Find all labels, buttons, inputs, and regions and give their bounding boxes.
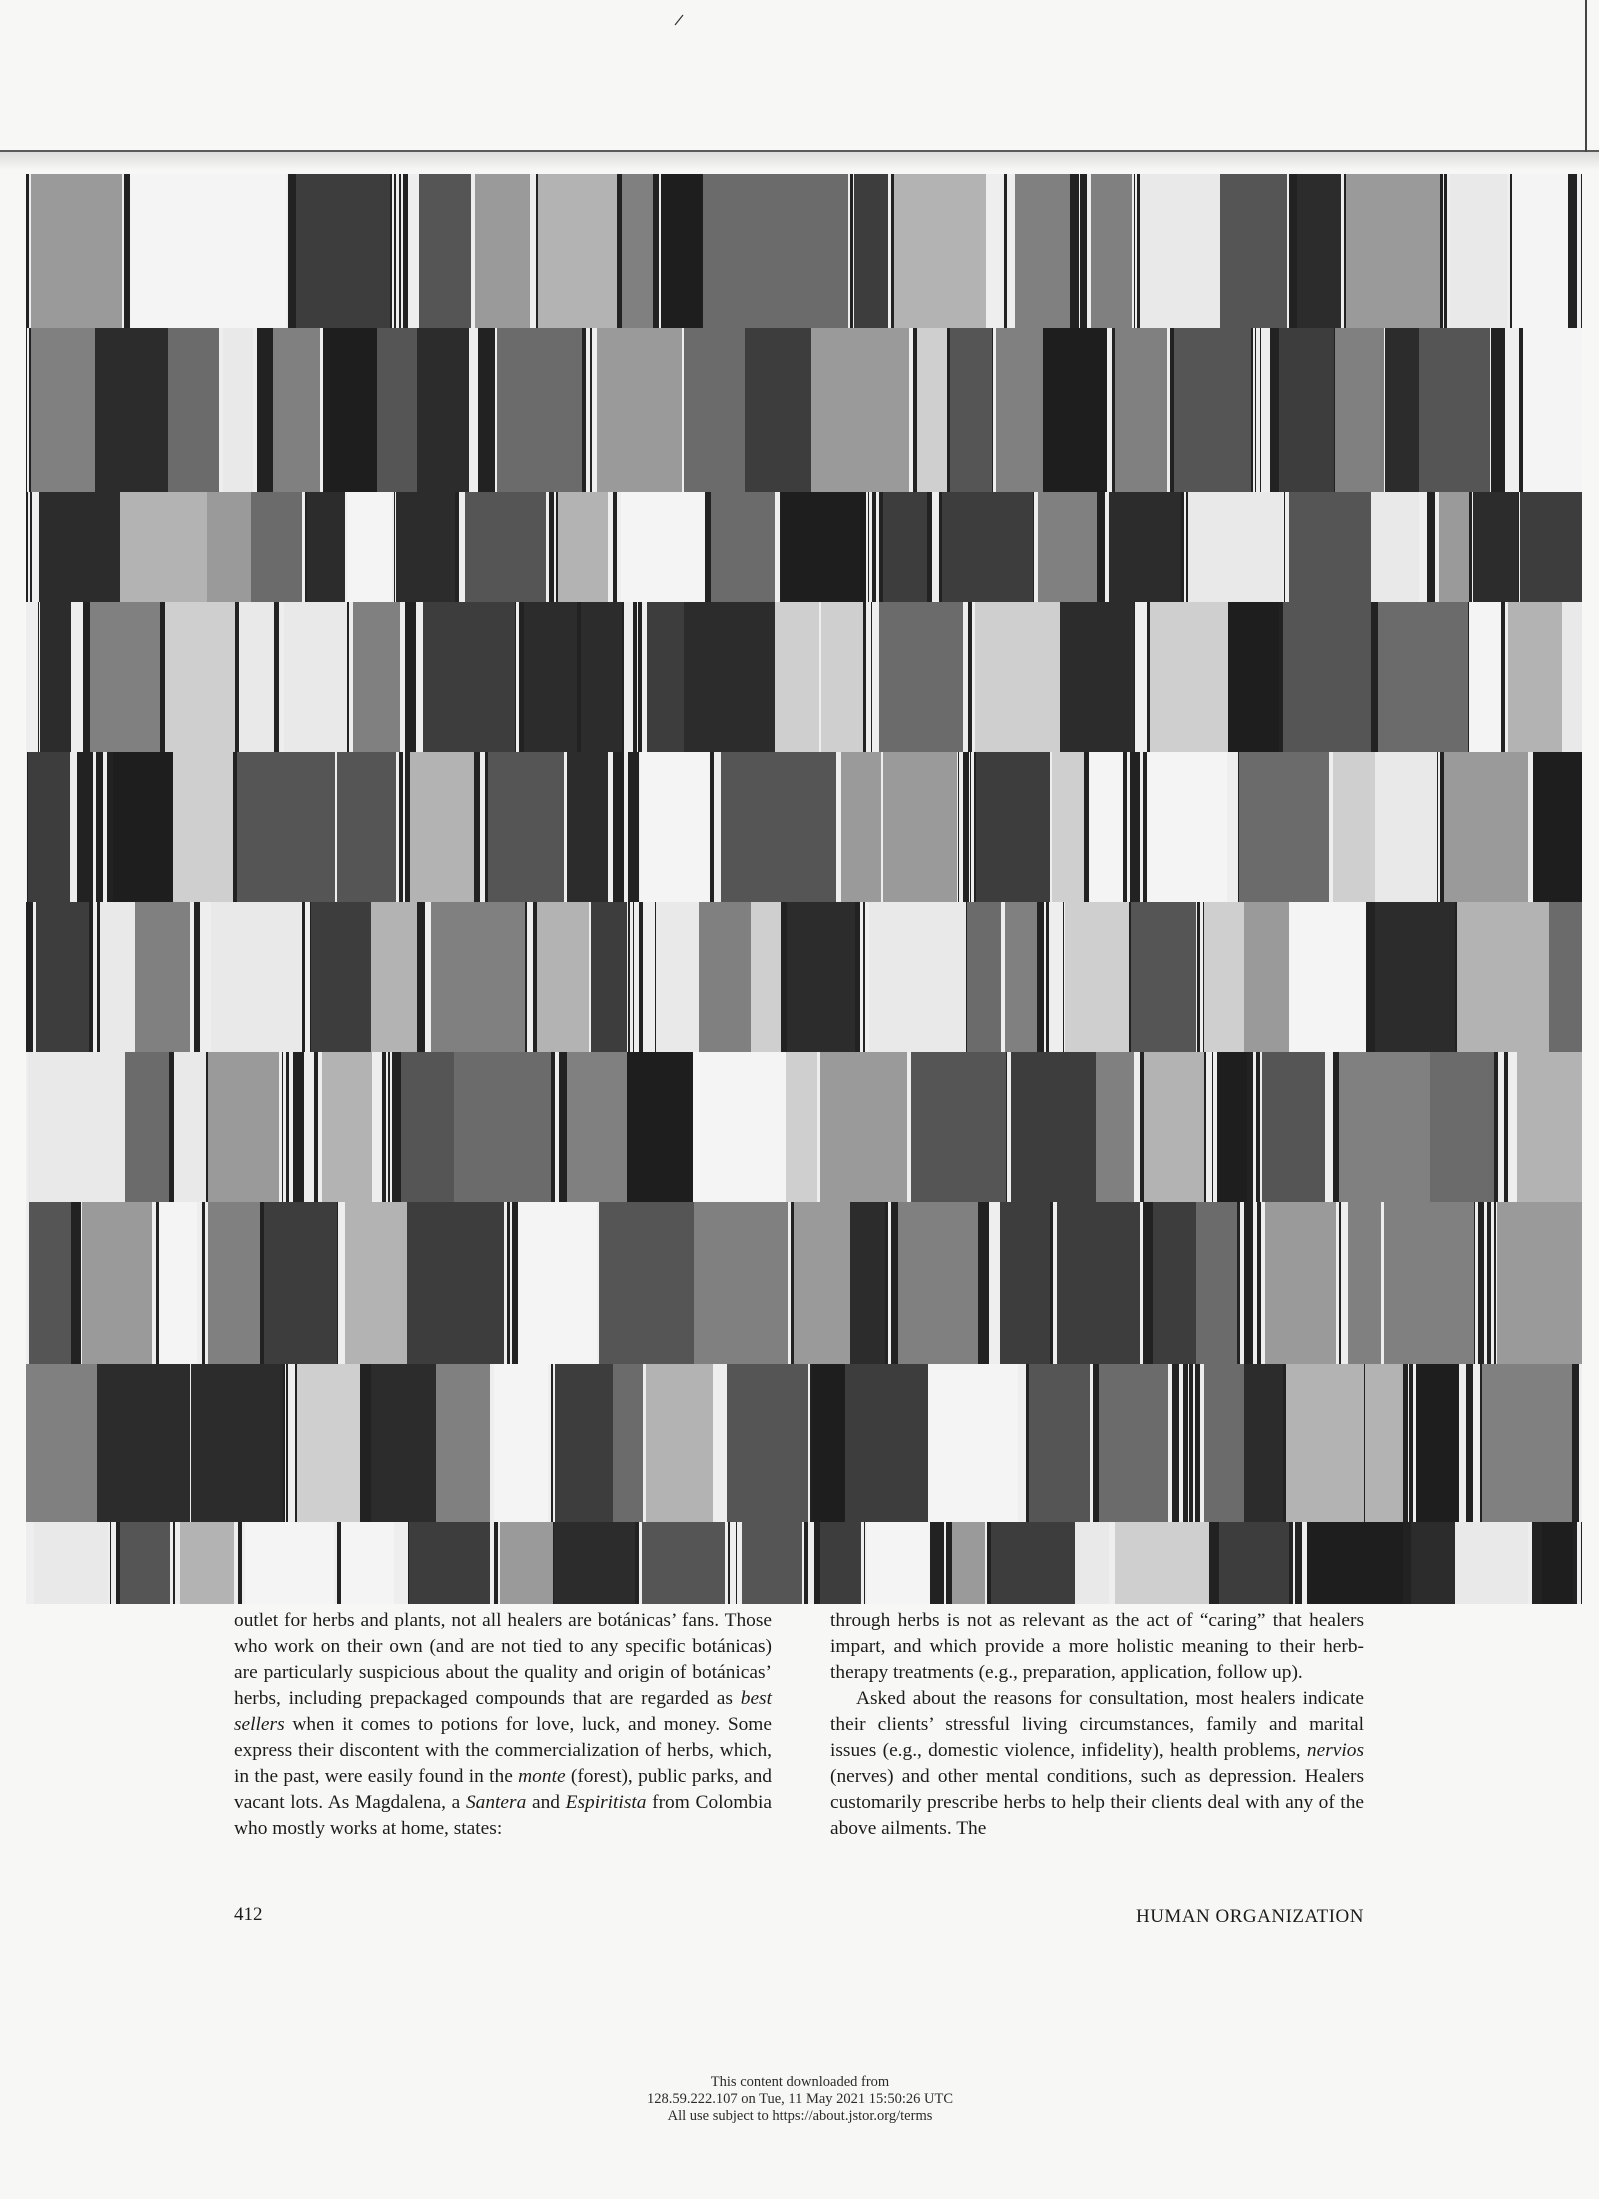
redaction-stripe — [311, 902, 371, 1052]
redaction-stripe — [113, 752, 173, 902]
text-run: when it comes to potions for love, luck, and money. Some express their discontent with the commercialization of herbs, which, in the past, were easily found in the — [234, 1714, 772, 1787]
redaction-stripe — [1450, 174, 1507, 328]
redaction-stripe — [684, 328, 745, 492]
redaction-band — [26, 1202, 1582, 1364]
redaction-stripe — [554, 1522, 635, 1604]
redaction-stripe — [1416, 1364, 1459, 1522]
redaction-stripe — [419, 174, 471, 328]
redaction-stripe — [1430, 1052, 1494, 1202]
redaction-stripe — [1279, 328, 1334, 492]
redaction-stripe — [1219, 1522, 1289, 1604]
redaction-stripe — [1365, 1364, 1403, 1522]
redaction-stripe — [811, 328, 909, 492]
redaction-stripe — [1228, 602, 1279, 752]
redaction-stripe — [1419, 328, 1490, 492]
redaction-stripe — [812, 1364, 845, 1522]
redaction-stripe — [820, 1522, 861, 1604]
redaction-stripe — [1239, 752, 1329, 902]
redaction-stripe — [894, 174, 986, 328]
redaction-stripe — [911, 1052, 1006, 1202]
redaction-stripe — [1147, 752, 1227, 902]
text-run: outlet for herbs and plants, not all healers are botánicas’ fans. Those who work on their own (and are not tied to any specific botánicas) are particularly suspicious about the quality and origin of botánicas’ herbs, including prepackaged compounds that are regarded as — [234, 1610, 772, 1709]
redaction-stripe — [558, 492, 608, 602]
redaction-stripe — [845, 1364, 928, 1522]
redaction-stripe — [661, 174, 702, 328]
redaction-stripe — [1455, 1522, 1528, 1604]
redaction-stripe — [1115, 328, 1167, 492]
redaction-stripe — [1131, 902, 1196, 1052]
redacted-barcode-region — [26, 174, 1582, 1604]
right-text-column — [830, 1608, 1364, 1842]
redaction-stripe — [1384, 1202, 1474, 1364]
redaction-stripe — [307, 492, 345, 602]
redaction-stripe — [742, 1522, 802, 1604]
redaction-stripe — [597, 328, 682, 492]
redaction-stripe — [867, 1522, 930, 1604]
redaction-stripe — [1378, 602, 1468, 752]
redaction-stripe — [353, 602, 400, 752]
redaction-stripe — [1075, 1522, 1109, 1604]
redaction-stripe — [494, 1364, 548, 1522]
redaction-stripe — [1029, 1364, 1090, 1522]
redaction-stripe — [29, 1202, 71, 1364]
redaction-stripe — [168, 328, 219, 492]
text-run: and — [526, 1792, 566, 1813]
text-run: (forest), public parks, and vacant lots. As Magdalena, a — [234, 1766, 772, 1813]
redaction-stripe — [208, 1202, 260, 1364]
redaction-stripe — [409, 1522, 490, 1604]
paper-edge-right — [1585, 0, 1587, 152]
redaction-stripe — [976, 752, 1050, 902]
redaction-stripe — [31, 174, 122, 328]
redaction-stripe — [567, 752, 608, 902]
redaction-stripe — [703, 174, 766, 328]
right-paragraph-2 — [830, 1686, 1364, 1842]
redaction-stripe — [1265, 1202, 1336, 1364]
redaction-stripe — [950, 328, 992, 492]
redaction-stripe — [1140, 174, 1220, 328]
redaction-stripe — [1289, 492, 1371, 602]
redaction-stripe — [174, 1052, 206, 1202]
redaction-stripe — [26, 1364, 97, 1522]
download-notice-line: This content downloaded from — [710, 2074, 890, 2090]
redaction-stripe — [1580, 1364, 1582, 1522]
redaction-stripe — [371, 902, 417, 1052]
redaction-stripe — [323, 328, 377, 492]
redaction-stripe — [497, 328, 582, 492]
redaction-band — [26, 902, 1582, 1052]
redaction-stripe — [1457, 902, 1549, 1052]
redaction-stripe — [345, 1202, 407, 1364]
redaction-stripe — [371, 1364, 436, 1522]
redaction-stripe — [39, 492, 120, 602]
redaction-stripe — [120, 1522, 170, 1604]
redaction-band — [26, 602, 1582, 752]
redaction-stripe — [322, 1052, 372, 1202]
redaction-stripe — [431, 902, 525, 1052]
redaction-stripe — [869, 902, 966, 1052]
redaction-stripe — [31, 328, 95, 492]
redaction-stripe — [727, 1364, 808, 1522]
redaction-stripe — [1469, 602, 1501, 752]
redaction-stripe — [786, 1052, 817, 1202]
redaction-stripe — [100, 902, 135, 1052]
italic-term: Santera — [465, 1792, 527, 1813]
redaction-stripe — [917, 328, 947, 492]
italic-term: monte — [518, 1766, 566, 1787]
redaction-stripe — [1244, 1364, 1283, 1522]
redaction-stripe — [135, 902, 190, 1052]
right-paragraph-1: through herbs is not as relevant as the act of “caring” that healers impart, and which provide a more holistic meaning to their herb-therapy treatments (e.g., preparation, application, follow up). — [830, 1610, 1364, 1683]
redaction-stripe — [1473, 492, 1518, 602]
redaction-band — [26, 328, 1582, 492]
redaction-stripe — [423, 602, 515, 752]
redaction-stripe — [537, 902, 589, 1052]
redaction-stripe — [1375, 752, 1437, 902]
journal-running-footer: HUMAN ORGANIZATION — [1135, 1906, 1364, 1927]
redaction-stripe — [396, 492, 455, 602]
redaction-stripe — [1244, 902, 1289, 1052]
redaction-stripe — [1581, 1522, 1582, 1604]
redaction-stripe — [273, 328, 320, 492]
redaction-stripe — [1052, 752, 1084, 902]
redaction-stripe — [656, 902, 699, 1052]
redaction-stripe — [297, 1364, 360, 1522]
redaction-stripe — [223, 328, 253, 492]
redaction-stripe — [34, 1522, 108, 1604]
redaction-stripe — [1297, 174, 1341, 328]
redaction-stripe — [991, 1522, 1075, 1604]
redaction-stripe — [1005, 902, 1037, 1052]
redaction-stripe — [97, 1364, 190, 1522]
redaction-stripe — [1375, 902, 1455, 1052]
redaction-stripe — [1089, 752, 1123, 902]
redaction-stripe — [699, 902, 751, 1052]
redaction-stripe — [28, 1052, 125, 1202]
redaction-stripe — [1057, 1202, 1140, 1364]
redaction-stripe — [1115, 1522, 1209, 1604]
redaction-stripe — [1444, 752, 1528, 902]
redaction-stripe — [488, 752, 564, 902]
redaction-stripe — [787, 902, 855, 1052]
redaction-stripe — [1109, 492, 1181, 602]
redaction-stripe — [377, 328, 417, 492]
redaction-stripe — [1411, 1522, 1455, 1604]
redaction-stripe — [1091, 174, 1132, 328]
redaction-stripe — [251, 492, 302, 602]
redaction-stripe — [264, 1202, 337, 1364]
redaction-stripe — [165, 602, 235, 752]
redaction-stripe — [173, 752, 233, 902]
redaction-stripe — [1204, 902, 1244, 1052]
italic-term: nervios — [1306, 1740, 1364, 1761]
redaction-stripe — [555, 1364, 613, 1522]
redaction-stripe — [1307, 1522, 1403, 1604]
redaction-stripe — [684, 602, 775, 752]
redaction-stripe — [1517, 1052, 1582, 1202]
redaction-stripe — [883, 492, 927, 602]
redaction-stripe — [711, 492, 775, 602]
redaction-stripe — [40, 602, 71, 752]
redaction-stripe — [850, 1202, 885, 1364]
redaction-stripe — [1542, 1522, 1573, 1604]
redaction-stripe — [211, 902, 301, 1052]
redaction-stripe — [1150, 602, 1228, 752]
left-paragraph — [234, 1608, 772, 1842]
redaction-stripe — [1520, 492, 1582, 602]
redaction-stripe — [841, 752, 881, 902]
redaction-stripe — [296, 174, 390, 328]
redaction-stripe — [347, 492, 392, 602]
redaction-stripe — [640, 752, 710, 902]
italic-term: best sellers — [234, 1688, 772, 1735]
redaction-stripe — [1220, 174, 1287, 328]
redaction-stripe — [417, 328, 469, 492]
redaction-stripe — [1562, 602, 1582, 752]
redaction-stripe — [854, 174, 888, 328]
redaction-stripe — [1096, 1052, 1134, 1202]
redaction-stripe — [225, 174, 286, 328]
redaction-stripe — [883, 752, 957, 902]
redaction-stripe — [693, 1052, 786, 1202]
italic-term: Espiritista — [565, 1792, 647, 1813]
redaction-stripe — [475, 174, 530, 328]
redaction-stripe — [1144, 1052, 1204, 1202]
redaction-band — [26, 1052, 1582, 1202]
redaction-stripe — [1060, 602, 1134, 752]
pen-mark-icon — [674, 14, 684, 26]
redaction-stripe — [694, 1202, 788, 1364]
redaction-stripe — [1348, 1202, 1381, 1364]
redaction-stripe — [879, 602, 963, 752]
redaction-stripe — [125, 1052, 169, 1202]
redaction-stripe — [613, 1364, 643, 1522]
redaction-stripe — [1065, 902, 1129, 1052]
redaction-stripe — [1385, 328, 1419, 492]
redaction-stripe — [1549, 902, 1582, 1052]
page-number: 412 — [234, 1904, 263, 1925]
redaction-stripe — [967, 902, 1001, 1052]
redaction-stripe — [1015, 174, 1070, 328]
text-run: from Colombia who mostly works at home, states: — [234, 1792, 772, 1839]
redaction-stripe — [1000, 1202, 1050, 1364]
redaction-stripe — [942, 492, 1033, 602]
redaction-stripe — [1289, 902, 1366, 1052]
left-text-column — [234, 1608, 772, 1842]
redaction-stripe — [581, 602, 622, 752]
text-run: (nerves) and other mental conditions, such as depression. Healers customarily prescribe herbs to help their clients deal with any of the above ailments. The — [830, 1766, 1364, 1839]
redaction-stripe — [436, 1364, 490, 1522]
redaction-stripe — [821, 602, 863, 752]
redaction-stripe — [245, 1522, 334, 1604]
text-run: Asked about the reasons for consultation, most healers indicate their clients’ stressful living circumstances, family and marital issues (e.g., domestic violence, infidelity), health problems, — [830, 1688, 1364, 1761]
redaction-stripe — [36, 902, 89, 1052]
redaction-band — [26, 1522, 1582, 1604]
paper-shadow — [0, 152, 1599, 170]
redaction-stripe — [1011, 1052, 1096, 1202]
redaction-stripe — [1204, 1364, 1244, 1522]
redaction-stripe — [642, 1522, 725, 1604]
redaction-stripe — [766, 174, 848, 328]
redaction-stripe — [341, 1522, 394, 1604]
redaction-stripe — [159, 1202, 197, 1364]
redaction-stripe — [518, 1202, 597, 1364]
redaction-stripe — [1262, 1052, 1325, 1202]
redaction-stripe — [796, 752, 836, 902]
redaction-stripe — [898, 1202, 978, 1364]
redaction-stripe — [794, 1202, 850, 1364]
redaction-stripe — [130, 174, 225, 328]
redaction-stripe — [1286, 1364, 1364, 1522]
redaction-stripe — [1333, 752, 1375, 902]
redaction-stripe — [82, 1202, 152, 1364]
redaction-stripe — [622, 174, 653, 328]
redaction-stripe — [240, 602, 274, 752]
redaction-band — [26, 492, 1582, 602]
redaction-stripe — [524, 602, 577, 752]
redaction-stripe — [591, 902, 627, 1052]
redaction-stripe — [207, 492, 251, 602]
redaction-stripe — [1508, 602, 1562, 752]
redaction-band — [26, 174, 1582, 328]
redaction-stripe — [538, 174, 617, 328]
redaction-stripe — [751, 902, 781, 1052]
download-notice-line: 128.59.222.107 on Tue, 11 May 2021 15:50:26 UTC — [647, 2091, 953, 2107]
redaction-stripe — [120, 492, 207, 602]
redaction-stripe — [1497, 1202, 1582, 1364]
redaction-stripe — [1283, 602, 1371, 752]
redaction-stripe — [191, 1364, 283, 1522]
redaction-stripe — [721, 752, 796, 902]
redaction-band — [26, 752, 1582, 902]
redaction-stripe — [454, 1052, 551, 1202]
jstor-download-notice — [500, 2074, 1100, 2125]
redaction-stripe — [1188, 492, 1282, 602]
redaction-stripe — [646, 1364, 713, 1522]
redaction-stripe — [781, 492, 866, 602]
redaction-stripe — [1523, 328, 1582, 492]
redaction-stripe — [1153, 1202, 1196, 1364]
redaction-stripe — [775, 602, 819, 752]
redaction-stripe — [1346, 174, 1440, 328]
redaction-stripe — [745, 328, 811, 492]
redaction-stripe — [599, 1202, 694, 1364]
redaction-stripe — [237, 752, 335, 902]
redaction-stripe — [95, 328, 168, 492]
redaction-stripe — [1512, 174, 1568, 328]
redaction-stripe — [928, 1364, 1018, 1522]
download-notice-terms[interactable]: All use subject to https://about.jstor.org/terms — [667, 2108, 933, 2124]
redaction-stripe — [407, 1202, 504, 1364]
redaction-stripe — [996, 328, 1043, 492]
redaction-stripe — [465, 492, 546, 602]
redaction-stripe — [1038, 492, 1097, 602]
redaction-stripe — [1335, 328, 1384, 492]
redaction-stripe — [627, 1052, 693, 1202]
redaction-stripe — [975, 602, 1060, 752]
redaction-stripe — [1196, 1202, 1237, 1364]
redaction-stripe — [1533, 752, 1582, 902]
redaction-band — [26, 1364, 1582, 1522]
redaction-stripe — [1581, 174, 1582, 328]
redaction-stripe — [401, 1052, 454, 1202]
redaction-stripe — [820, 1052, 907, 1202]
redaction-stripe — [621, 492, 705, 602]
redaction-stripe — [500, 1522, 553, 1604]
redaction-stripe — [284, 602, 347, 752]
redaction-stripe — [90, 602, 160, 752]
redaction-stripe — [410, 752, 474, 902]
redaction-stripe — [1482, 1364, 1572, 1522]
redaction-stripe — [1174, 328, 1251, 492]
redaction-stripe — [647, 602, 684, 752]
redaction-stripe — [1339, 1052, 1430, 1202]
redaction-stripe — [1099, 1364, 1168, 1522]
redaction-stripe — [567, 1052, 627, 1202]
redaction-stripe — [1371, 492, 1419, 602]
redaction-stripe — [1439, 492, 1469, 602]
redaction-stripe — [1043, 328, 1107, 492]
redaction-stripe — [208, 1052, 279, 1202]
redaction-stripe — [28, 752, 70, 902]
redaction-stripe — [952, 1522, 985, 1604]
redaction-stripe — [1217, 1052, 1247, 1202]
redaction-stripe — [180, 1522, 234, 1604]
redaction-stripe — [337, 752, 396, 902]
